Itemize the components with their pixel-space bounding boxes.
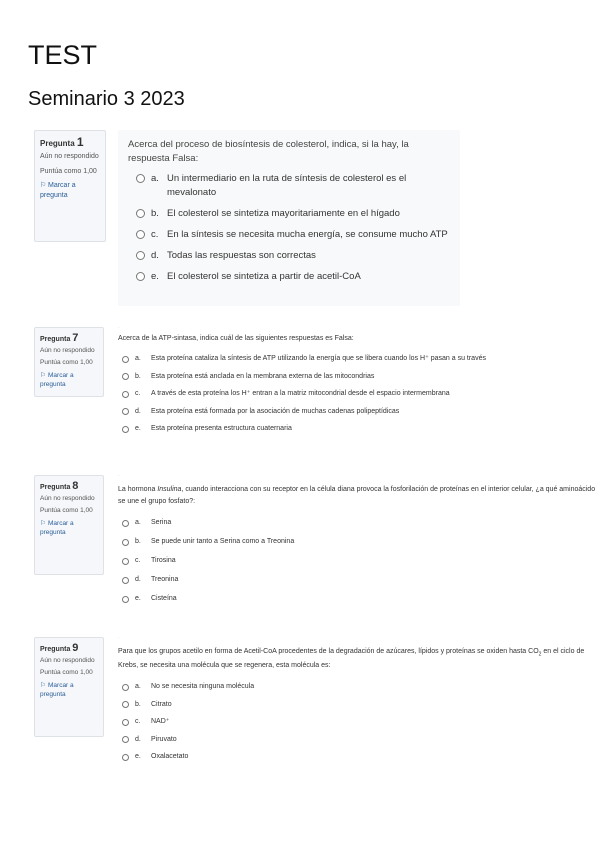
radio-button[interactable] (122, 520, 129, 527)
question-content (118, 327, 600, 442)
question-content (118, 475, 600, 613)
answer-option-c[interactable]: c. NAD⁺ (118, 717, 600, 727)
answer-option-d[interactable]: d. Treonina (118, 575, 600, 585)
question-content (118, 637, 600, 770)
answer-option-a[interactable]: a. No se necesita ninguna molécula (118, 682, 600, 692)
flag-icon: ⚐ (40, 372, 46, 379)
radio-button[interactable] (122, 736, 129, 743)
radio-button[interactable] (136, 209, 145, 218)
question-info-panel (34, 637, 104, 737)
question-score: Puntúa como 1,00 (40, 507, 93, 514)
flag-question-link[interactable]: ⚐ Marcar a pregunta (40, 182, 76, 199)
answer-option-c[interactable]: c. A través de esta proteína los H⁺ entran a la matriz mitocondrial desde el espacio intermembrana (118, 389, 600, 399)
answer-option-a[interactable]: a. Serina (118, 518, 600, 528)
answer-list (118, 354, 600, 434)
answer-option-b[interactable]: b. Citrato (118, 700, 600, 710)
question-status: Aún no respondido (40, 657, 95, 664)
flag-question-link[interactable]: ⚐ Marcar a pregunta (40, 682, 74, 698)
flag-icon: ⚐ (40, 682, 46, 689)
question-content (118, 130, 460, 306)
answer-list (118, 682, 600, 762)
radio-button[interactable] (122, 373, 129, 380)
question-status: Aún no respondido (40, 153, 99, 160)
radio-button[interactable] (122, 577, 129, 584)
radio-button[interactable] (122, 684, 129, 691)
answer-option-d[interactable]: d. Esta proteína está formada por la asociación de muchas cadenas polipeptídicas (118, 407, 600, 417)
question-number: Pregunta 8 (40, 480, 79, 492)
flag-icon: ⚐ (40, 520, 46, 527)
radio-button[interactable] (122, 391, 129, 398)
radio-button[interactable] (136, 230, 145, 239)
question-number: Pregunta 7 (40, 332, 79, 344)
radio-button[interactable] (122, 356, 129, 363)
answer-option-e[interactable]: e. El colesterol se sintetiza a partir de acetil-CoA (128, 270, 450, 284)
question-info-panel (34, 130, 106, 242)
flag-question-link[interactable]: ⚐ Marcar a pregunta (40, 372, 74, 388)
question-info-panel (34, 475, 104, 575)
radio-button[interactable] (122, 596, 129, 603)
question-text: Acerca de la ATP-sintasa, indica cuál de las siguientes respuestas es Falsa: (118, 335, 354, 342)
flag-question-link[interactable]: ⚐ Marcar a pregunta (40, 520, 74, 536)
radio-button[interactable] (122, 558, 129, 565)
radio-button[interactable] (136, 251, 145, 260)
answer-option-e[interactable]: e. Oxalacetato (118, 752, 600, 762)
question-text: Acerca del proceso de biosíntesis de colesterol, indica, si la hay, la respuesta Falsa: (128, 139, 409, 164)
question-number: Pregunta 9 (40, 642, 79, 654)
radio-button[interactable] (136, 174, 145, 183)
page-subtitle: Seminario 3 2023 (28, 88, 185, 110)
answer-option-a[interactable]: a. Un intermediario en la ruta de síntesis de colesterol es el mevalonato (128, 172, 450, 200)
answer-option-b[interactable]: b. Se puede unir tanto a Serina como a Treonina (118, 537, 600, 547)
question-info-panel (34, 327, 104, 397)
radio-button[interactable] (122, 754, 129, 761)
answer-option-e[interactable]: e. Cisteína (118, 594, 600, 604)
answer-option-c[interactable]: c. En la síntesis se necesita mucha energía, se consume mucho ATP (128, 228, 450, 242)
question-text: Para que los grupos acetilo en forma de Acetil-CoA procedentes de la degradación de azúcares, lípidos y proteínas se oxiden hasta $CO_2$ en el ciclo de Krebs, se necesita una molécula que se regenera, esta molécula es: (118, 648, 585, 670)
question-status: Aún no respondido (40, 495, 95, 502)
answer-option-b[interactable]: b. Esta proteína está anclada en la membrana externa de las mitocondrias (118, 372, 600, 382)
radio-button[interactable] (122, 701, 129, 708)
answer-list (118, 518, 600, 604)
radio-button[interactable] (122, 408, 129, 415)
answer-option-e[interactable]: e. Esta proteína presenta estructura cuaternaria (118, 424, 600, 434)
question-score: Puntúa como 1,00 (40, 359, 93, 366)
answer-option-d[interactable]: d. Todas las respuestas son correctas (128, 249, 450, 263)
question-score: Puntúa como 1,00 (40, 168, 97, 175)
radio-button[interactable] (122, 719, 129, 726)
answer-option-c[interactable]: c. Tirosina (118, 556, 600, 566)
question-text: La hormona Insulina, cuando interacciona con su receptor en la célula diana provoca la fosforilación de proteínas en el interior celular, ¿a qué aminoácido se une el grupo fosfato?: (118, 486, 596, 505)
question-status: Aún no respondido (40, 347, 95, 354)
radio-button[interactable] (122, 426, 129, 433)
answer-option-b[interactable]: b. El colesterol se sintetiza mayoritariamente en el hígado (128, 207, 450, 221)
answer-option-d[interactable]: d. Piruvato (118, 735, 600, 745)
answer-option-a[interactable]: a. Esta proteína cataliza la síntesis de ATP utilizando la energía que se libera cuando los H⁺ pasan a su través (118, 354, 600, 364)
question-score: Puntúa como 1,00 (40, 669, 93, 676)
question-number: Pregunta 1 (40, 135, 84, 149)
flag-icon: ⚐ (40, 182, 47, 189)
radio-button[interactable] (122, 539, 129, 546)
page-title: TEST (28, 40, 98, 70)
radio-button[interactable] (136, 272, 145, 281)
answer-list (128, 172, 450, 284)
